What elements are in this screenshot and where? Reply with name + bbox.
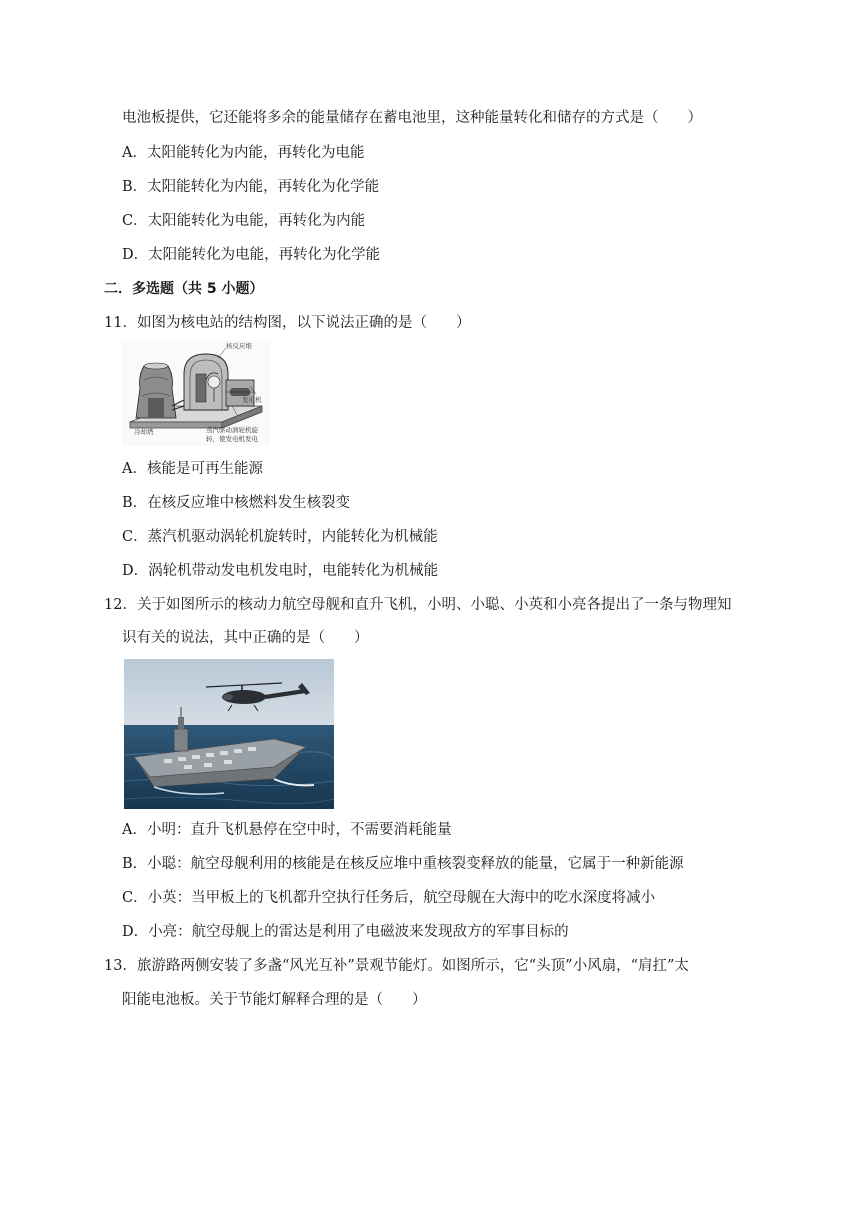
q12-option-c: C．小英：当甲板上的飞机都升空执行任务后，航空母舰在大海中的吃水深度将减小 [122, 890, 656, 906]
q12-stem-line-2: 识有关的说法，其中正确的是（ ） [122, 630, 369, 646]
q13-stem-line-1: 13．旅游路两侧安装了多盏“风光互补”景观节能灯。如图所示，它“头顶”小风扇，“肩扛”太 [104, 958, 689, 974]
label-turbine-caption-1: 蒸汽驱动涡轮机旋 [206, 426, 258, 434]
q10-option-d: D．太阳能转化为电能，再转化为化学能 [122, 247, 381, 263]
q11-stem: 11．如图为核电站的结构图，以下说法正确的是（ ） [104, 315, 471, 331]
q10-option-b: B．太阳能转化为内能，再转化为化学能 [122, 179, 380, 195]
q10-option-a: A．太阳能转化为内能，再转化为电能 [122, 145, 365, 161]
q10-option-c: C．太阳能转化为电能，再转化为内能 [122, 213, 366, 229]
label-generator: 发电机 [242, 396, 262, 404]
q11-option-a: A．核能是可再生能源 [122, 461, 263, 477]
q11-option-d: D．涡轮机带动发电机发电时，电能转化为机械能 [122, 563, 439, 579]
label-turbine-caption-2: 转，使发电机发电 [206, 435, 258, 443]
q12-stem-line-1: 12．关于如图所示的核动力航空母舰和直升飞机，小明、小聪、小英和小亮各提出了一条与物理知 [104, 597, 732, 613]
q11-option-c: C．蒸汽机驱动涡轮机旋转时，内能转化为机械能 [122, 529, 438, 545]
nuclear-plant-diagram [122, 340, 270, 446]
label-reactor: 核反应堆 [226, 342, 252, 350]
q12-option-b: B．小聪：航空母舰利用的核能是在核反应堆中重核裂变释放的能量，它属于一种新能源 [122, 856, 684, 872]
q12-option-d: D．小亮：航空母舰上的雷达是利用了电磁波来发现敌方的军事目标的 [122, 924, 569, 940]
q13-stem-line-2: 阳能电池板。关于节能灯解释合理的是（ ） [122, 992, 427, 1008]
q12-option-a: A．小明：直升飞机悬停在空中时，不需要消耗能量 [122, 822, 452, 838]
label-cooling-tower: 冷却塔 [134, 428, 154, 436]
section-heading-multiple-choice: 二．多选题（共 5 小题） [104, 281, 264, 297]
q11-option-b: B．在核反应堆中核燃料发生核裂变 [122, 495, 351, 511]
aircraft-carrier-photo [124, 659, 334, 809]
q10-stem-tail: 电池板提供，它还能将多余的能量储存在蓄电池里，这种能量转化和储存的方式是（ ） [122, 110, 702, 126]
